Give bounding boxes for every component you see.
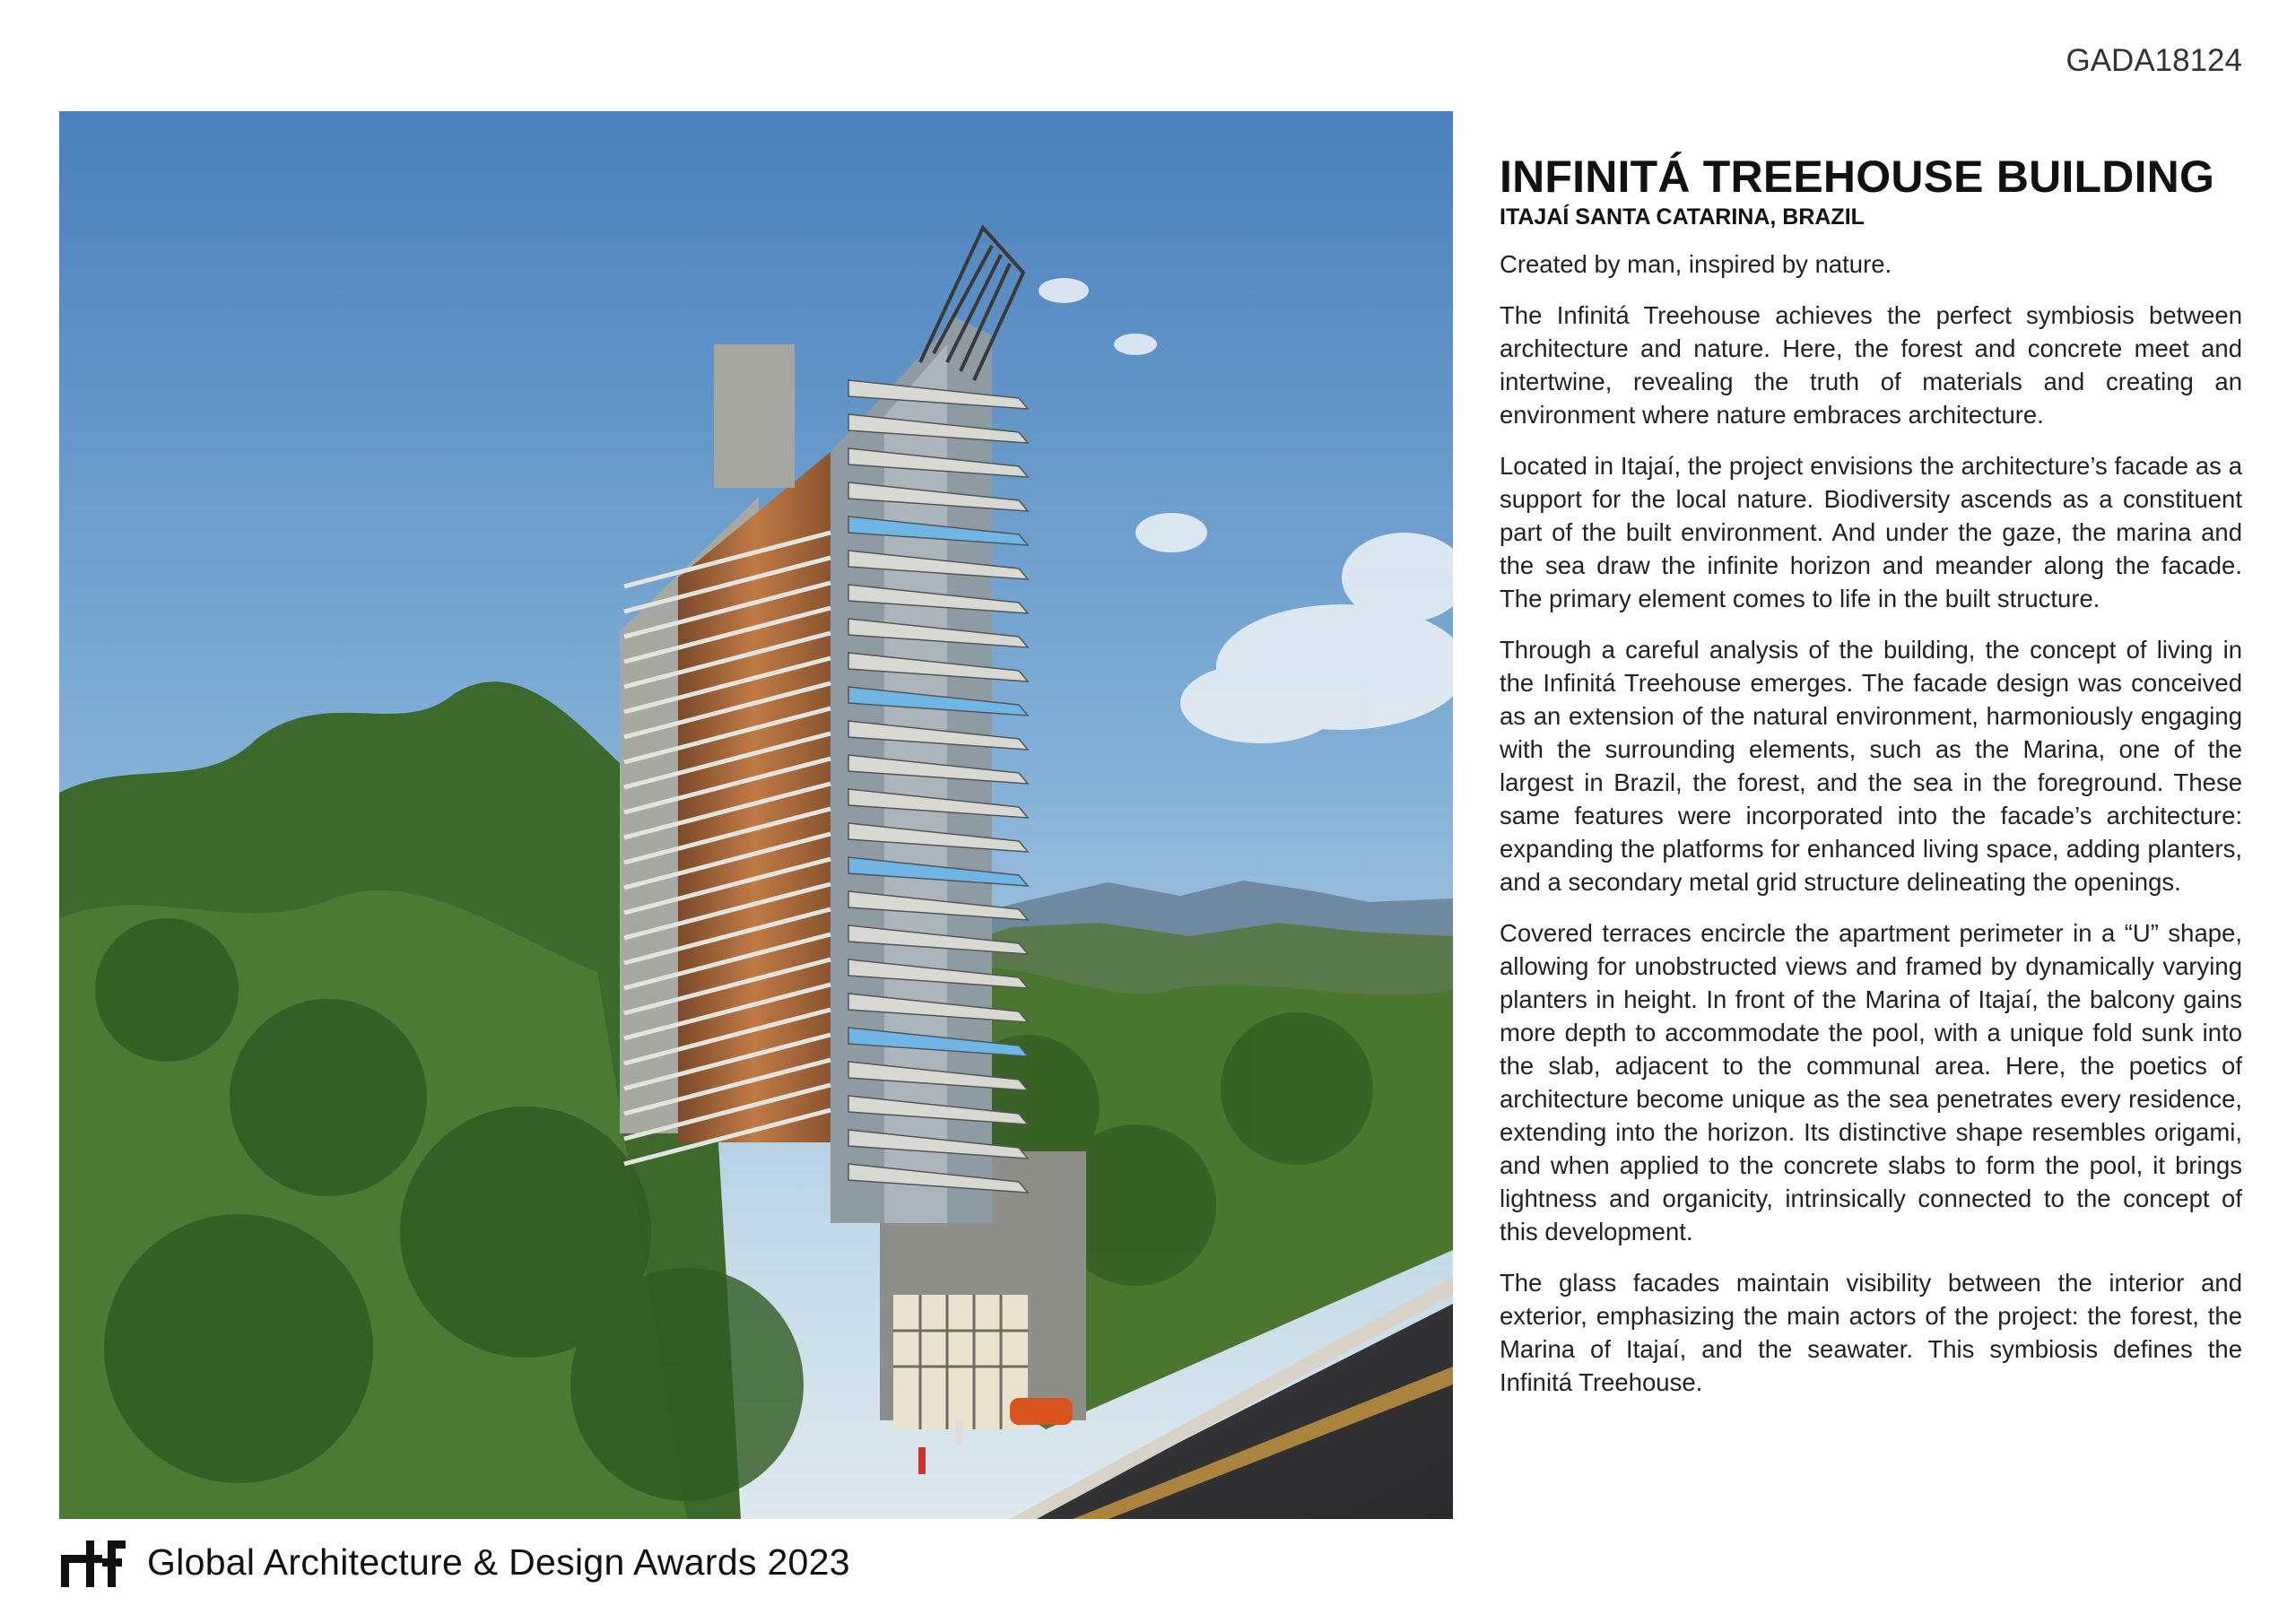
paragraph-location: Located in Itajaí, the project envisions the architecture’s facade as a support for the local nature. Biodiversity ascends as a constituent part of the built environment. And under the gaze, the marina and the sea draw the infinite horizon and meander along the facade. The primary element comes to life in the built structure. [1500,452,2242,612]
building-rendering [59,111,1453,1519]
project-location: ITAJAÍ SANTA CATARINA, BRAZIL [1500,204,1865,230]
paragraph-intro: Created by man, inspired by nature. [1500,250,1892,278]
rtf-logo-icon [59,1535,126,1589]
award-title: Global Architecture & Design Awards 2023 [147,1541,850,1583]
paragraph-concept: Through a careful analysis of the building, the concept of living in the Infinitá Treehouse emerges. The facade design was conceived as an extension of the natural environment, harmoniously engaging with the surrounding elements, such as the Marina, one of the largest in Brazil, the forest, and the sea in the foreground. These same features were incorporated into the facade’s architecture: expanding the platforms for enhanced living space, adding planters, and a secondary metal grid structure delineating the openings. [1500,636,2242,896]
footer [59,1535,850,1589]
project-code: GADA18124 [2066,43,2242,78]
project-title: INFINITÁ TREEHOUSE BUILDING [1500,152,2215,202]
paragraph-symbiosis: The Infinitá Treehouse achieves the perfect symbiosis between architecture and nature. Here, the forest and concrete meet and intertwine, revealing the truth of materials and creating an environment where nature embraces architecture. [1500,301,2242,429]
paragraph-terraces: Covered terraces encircle the apartment perimeter in a “U” shape, allowing for unobstructed views and framed by dynamically varying planters in height. In front of the Marina of Itajaí, the balcony gains more depth to accommodate the pool, with a unique fold sunk into the slab, adjacent to the communal area. Here, the poetics of architecture become unique as the sea penetrates every residence, extending into the horizon. Its distinctive shape resembles origami, and when applied to the concrete slabs to form the pool, it brings lightness and organicity, intrinsically connected to the concept of this development. [1500,919,2242,1245]
paragraph-facades: The glass facades maintain visibility between the interior and exterior, emphasizing the main actors of the project: the forest, the Marina of Itajaí, and the seawater. This symbiosis defines the Infinitá Treehouse. [1500,1269,2242,1396]
description-column [1500,151,2242,1417]
